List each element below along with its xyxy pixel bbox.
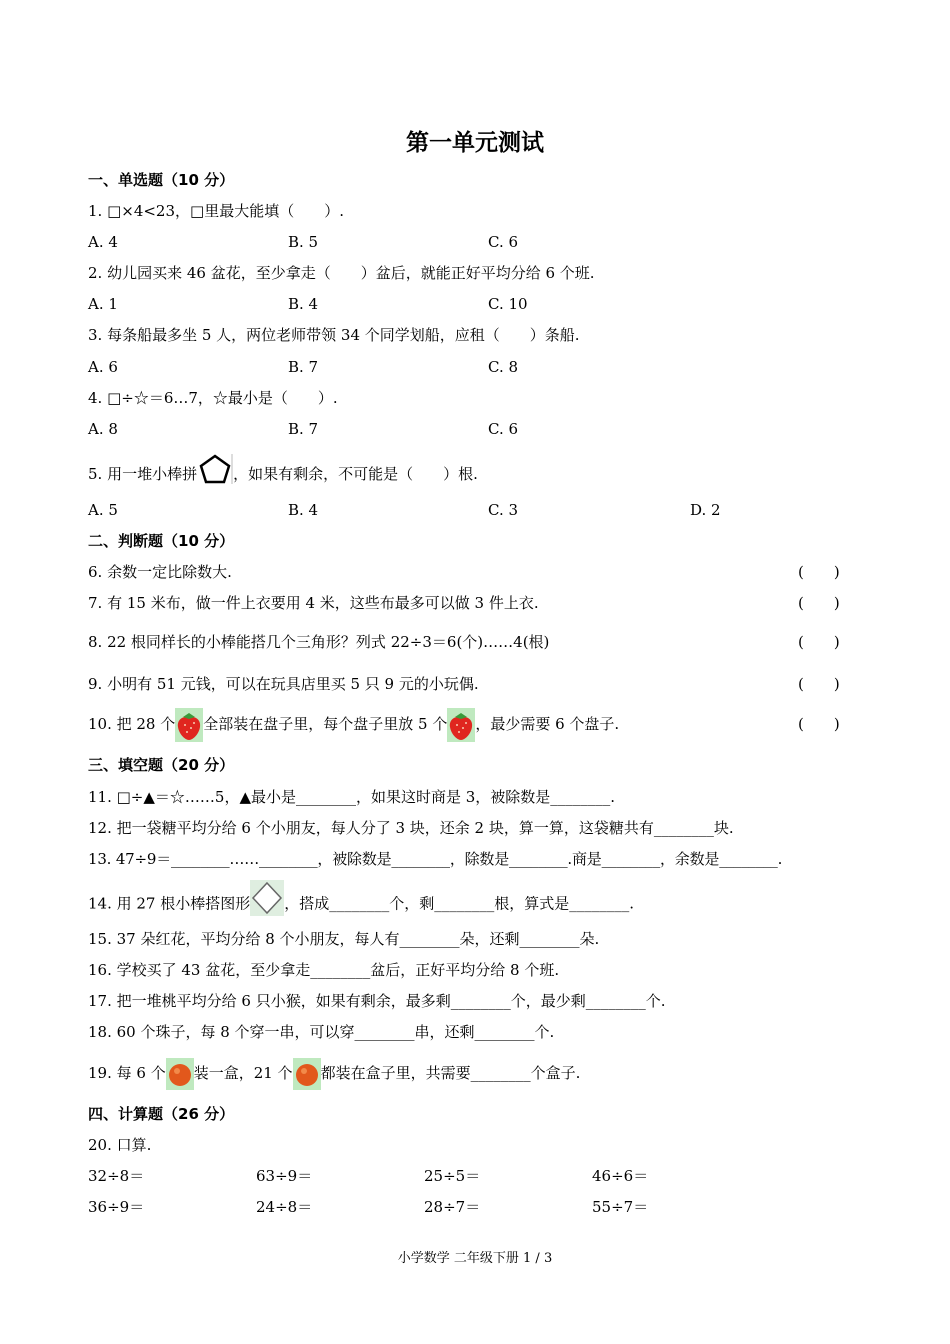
question-19-text-a: 19. 每 6 个 [88,1064,166,1082]
answer-parentheses[interactable]: ( ) [798,715,840,733]
option-b: B. 5 [288,233,319,251]
question-5 [88,452,478,498]
question-14-text-a: 14. 用 27 根小棒搭图形 [88,894,251,913]
question-3: 3. 每条船最多坐 5 人，两位老师带领 34 个同学划船，应租（ ）条船. [88,326,580,344]
page-title: 第一单元测试 [406,130,544,156]
question-7: 7. 有 15 米布，做一件上衣要用 4 米，这些布最多可以做 3 件上衣. [88,594,539,612]
option-c: C. 6 [488,420,519,438]
question-15: 15. 37 朵红花，平均分给 8 个小朋友，每人有________朵，还剩________朵. [88,930,600,948]
calc-item: 55÷7＝ [592,1198,649,1216]
option-c: C. 3 [488,501,519,519]
question-6: 6. 余数一定比除数大. [88,563,232,581]
calc-item: 63÷9＝ [256,1167,313,1185]
option-b: B. 4 [288,501,319,519]
calc-item: 24÷8＝ [256,1198,313,1216]
question-1: 1. □×4<23，□里最大能填（ ）. [88,202,344,220]
calc-item: 28÷7＝ [424,1198,481,1216]
answer-parentheses[interactable]: ( ) [798,633,840,651]
option-a: A. 1 [88,295,118,313]
page-footer: 小学数学 二年级下册 1 / 3 [397,1251,553,1266]
option-b: B. 4 [288,295,319,313]
question-20: 20. 口算. [88,1136,152,1154]
option-a: A. 6 [88,358,118,376]
question-10-text-b: 全部装在盘子里，每个盘子里放 5 个 [203,715,448,733]
option-a: A. 8 [88,420,118,438]
question-13: 13. 47÷9＝________……________，被除数是________，除数是________.商是________，余数是________. [88,850,783,868]
option-a: A. 4 [88,233,118,251]
section-heading-calculation: 四、计算题（26 分） [88,1105,235,1123]
orange-icon [166,1058,194,1090]
strawberry-icon [175,708,203,742]
answer-parentheses[interactable]: ( ) [798,594,840,612]
option-d: D. 2 [690,501,721,519]
answer-parentheses[interactable]: ( ) [798,675,840,693]
question-10-text-a: 10. 把 28 个 [88,715,176,733]
question-14-text-b: ，搭成________个，剩________根，算式是________. [284,894,635,913]
option-c: C. 8 [488,358,519,376]
rhombus-icon [250,880,284,929]
option-b: B. 7 [288,358,319,376]
section-heading-fill-blank: 三、填空题（20 分） [88,756,235,774]
question-19-text-b: 装一盒，21 个 [193,1064,293,1082]
pentagon-icon [197,452,233,498]
section-heading-true-false: 二、判断题（10 分） [88,532,235,550]
question-16: 16. 学校买了 43 盆花，至少拿走________盆后，正好平均分给 8 个班. [88,961,560,979]
question-5-text-pre: 5. 用一堆小棒拼 [88,465,198,483]
question-19-text-c: 都装在盒子里，共需要________个盒子. [320,1064,581,1082]
answer-parentheses[interactable]: ( ) [798,563,840,581]
strawberry-icon [447,708,475,742]
question-10-text-c: ，最少需要 6 个盘子. [475,715,620,733]
option-c: C. 6 [488,233,519,251]
section-heading-single-choice: 一、单选题（10 分） [88,171,235,189]
calc-item: 46÷6＝ [592,1167,649,1185]
option-b: B. 7 [288,420,319,438]
option-a: A. 5 [88,501,118,519]
question-8: 8. 22 根同样长的小棒能搭几个三角形？列式 22÷3＝6(个)……4(根) [88,633,550,651]
question-18: 18. 60 个珠子，每 8 个穿一串，可以穿________串，还剩________个. [88,1023,555,1041]
question-11: 11. □÷▲＝☆……5，▲最小是________，如果这时商是 3，被除数是________. [88,788,616,806]
question-14 [88,880,634,929]
question-5-text-post: ，如果有剩余，不可能是（ ）根. [233,465,478,483]
calc-item: 32÷8＝ [88,1167,145,1185]
question-9: 9. 小明有 51 元钱，可以在玩具店里买 5 只 9 元的小玩偶. [88,675,479,693]
option-c: C. 10 [488,295,528,313]
question-12: 12. 把一袋糖平均分给 6 个小朋友，每人分了 3 块，还余 2 块，算一算，这袋糖共有________块. [88,819,734,837]
calc-item: 25÷5＝ [424,1167,481,1185]
question-19 [88,1056,580,1090]
question-2: 2. 幼儿园买来 46 盆花，至少拿走（ ）盆后，就能正好平均分给 6 个班. [88,264,595,282]
question-10 [88,706,619,742]
calc-item: 36÷9＝ [88,1198,145,1216]
orange-icon [293,1058,321,1090]
question-4: 4. □÷☆＝6…7，☆最小是（ ）. [88,389,338,407]
question-17: 17. 把一堆桃平均分给 6 只小猴，如果有剩余，最多剩________个，最少剩________个. [88,992,666,1010]
